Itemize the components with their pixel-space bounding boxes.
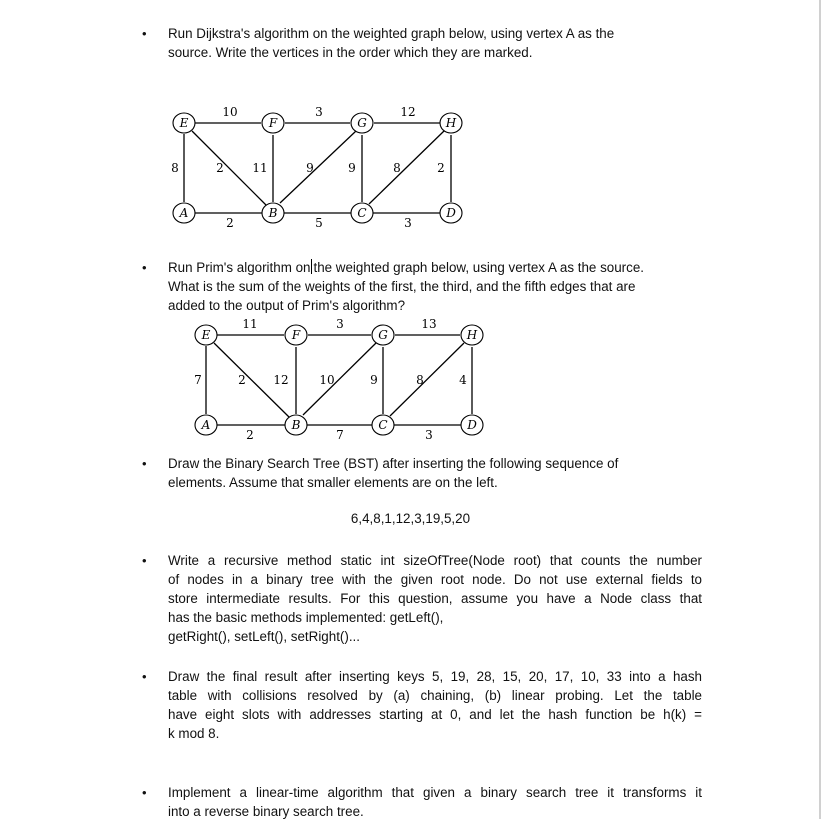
- weight-ea: 8: [171, 161, 179, 175]
- node-label-c: C: [357, 206, 367, 220]
- question-line: store intermediate results. For this question, assume you have a Node class that: [168, 591, 702, 606]
- question-prim: [142, 258, 702, 315]
- question-line: Draw the Binary Search Tree (BST) after inserting the following sequence of: [168, 456, 619, 471]
- weight-bg: 9: [306, 161, 314, 175]
- weight-bc: 5: [315, 216, 323, 230]
- weight-fb: 12: [273, 373, 289, 387]
- bullet: •: [142, 553, 147, 568]
- question-line: source. Write the vertices in the order which they are marked.: [168, 45, 533, 60]
- weight-ab: 2: [246, 428, 254, 442]
- node-label-b: B: [291, 418, 301, 432]
- weight-gc: 9: [370, 373, 378, 387]
- question-line: Write a recursive method static int sizeOfTree(Node root) that counts the number: [168, 553, 702, 568]
- bst-sequence: 6,4,8,1,12,3,19,5,20: [350, 511, 471, 526]
- bullet: •: [142, 785, 147, 800]
- node-label-c: C: [378, 418, 388, 432]
- weight-ch: 8: [416, 373, 424, 387]
- node-label-g: G: [357, 116, 367, 130]
- weight-gh: 13: [421, 317, 437, 331]
- weight-ef: 10: [222, 105, 238, 119]
- weight-fg: 3: [315, 105, 323, 119]
- question-line: k mod 8.: [168, 726, 220, 741]
- question-size-of-tree: [142, 551, 702, 646]
- bullet: •: [142, 669, 147, 684]
- weight-cd: 3: [425, 428, 433, 442]
- line-part: the weighted graph below, using vertex A as the source.: [313, 260, 644, 275]
- weight-ea: 7: [194, 373, 202, 387]
- question-line: [168, 258, 702, 277]
- weight-ab: 2: [226, 216, 234, 230]
- weight-ch: 8: [393, 161, 401, 175]
- question-line: getRight(), setLeft(), setRight()...: [168, 629, 360, 644]
- question-dijkstra: [142, 24, 702, 62]
- question-line: into a reverse binary search tree.: [168, 804, 364, 819]
- question-line: What is the sum of the weights of the first, the third, and the fifth edges that are: [168, 279, 636, 294]
- weight-fb: 11: [252, 161, 268, 175]
- weight-eb: 2: [238, 373, 246, 387]
- weight-cd: 3: [404, 216, 412, 230]
- weight-gc: 9: [348, 161, 356, 175]
- question-line: table with collisions resolved by (a) chaining, (b) linear probing. Let the table: [168, 688, 702, 703]
- weight-ef: 11: [242, 317, 258, 331]
- node-label-b: B: [268, 206, 278, 220]
- node-label-h: H: [466, 328, 478, 342]
- weight-hd: 2: [437, 161, 445, 175]
- weight-gh: 12: [400, 105, 416, 119]
- question-hash-table: [142, 667, 702, 743]
- question-line: of nodes in a binary tree with the given root node. Do not use external fields to: [168, 572, 702, 587]
- question-line: Draw the final result after inserting keys 5, 19, 28, 15, 20, 17, 10, 33 into a hash: [168, 669, 702, 684]
- weight-bc: 7: [336, 428, 344, 442]
- node-label-d: D: [467, 418, 477, 432]
- line-part: Run Prim's algorithm on: [168, 260, 311, 275]
- graph-dijkstra: [160, 100, 480, 235]
- node-label-a: A: [201, 418, 211, 432]
- question-line: have eight slots with addresses starting at 0, and let the hash function be h(k) =: [168, 707, 702, 722]
- node-label-g: G: [378, 328, 388, 342]
- bullet: •: [142, 26, 147, 41]
- bullet: •: [142, 456, 147, 471]
- node-label-d: D: [446, 206, 456, 220]
- question-line: added to the output of Prim's algorithm?: [168, 298, 406, 313]
- node-label-f: F: [291, 328, 301, 342]
- question-line: has the basic methods implemented: getLeft(),: [168, 610, 444, 625]
- question-line: Implement a linear-time algorithm that given a binary search tree it transforms it: [168, 785, 702, 800]
- question-reverse-bst: [142, 783, 702, 821]
- bullet: •: [142, 260, 147, 275]
- question-bst: [142, 454, 702, 492]
- weight-fg: 3: [336, 317, 344, 331]
- question-line: elements. Assume that smaller elements are on the left.: [168, 475, 498, 490]
- node-label-a: A: [179, 206, 189, 220]
- question-line: Run Dijkstra's algorithm on the weighted graph below, using vertex A as the: [168, 26, 615, 41]
- weight-bg: 10: [319, 373, 335, 387]
- weight-eb: 2: [216, 161, 224, 175]
- node-label-f: F: [268, 116, 278, 130]
- node-label-e: E: [179, 116, 189, 130]
- node-label-h: H: [445, 116, 457, 130]
- graph-prim: [180, 312, 500, 447]
- weight-hd: 4: [459, 373, 467, 387]
- node-label-e: E: [201, 328, 211, 342]
